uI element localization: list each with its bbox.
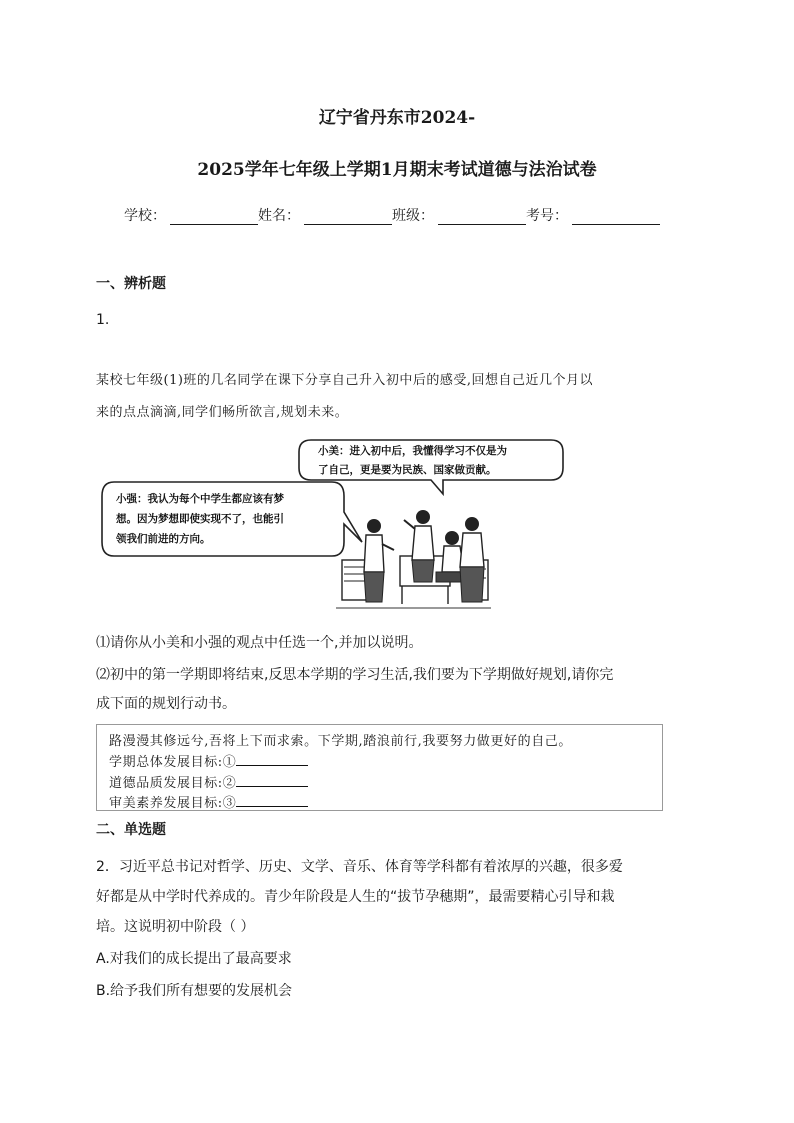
plan-goal-aesthetic-label: 审美素养发展目标:③: [109, 796, 237, 811]
name-label: 姓名：: [258, 208, 300, 224]
plan-goal-overall-label: 学期总体发展目标:①: [109, 755, 237, 770]
option-b[interactable]: B.给予我们所有想要的发展机会: [96, 983, 293, 999]
plan-goal-aesthetic: [109, 792, 308, 811]
question-number-1: 1.: [96, 312, 110, 328]
class-label: 班级：: [392, 208, 434, 224]
question-1-intro-line1: 某校七年级(1)班的几名同学在课下分享自己升入初中后的感受,回想自己近几个月以: [96, 373, 594, 388]
xiaomei-bubble-line2: 了自己，更是要为民族、国家做贡献。: [318, 464, 497, 476]
plan-goal-aesthetic-blank[interactable]: [236, 793, 308, 807]
student-info-row: [124, 205, 660, 225]
classroom-illustration: [96, 432, 566, 622]
planning-action-box: [96, 724, 663, 811]
plan-goal-moral: [109, 772, 308, 791]
xiaoqiang-bubble-line2: 想。因为梦想即使实现不了，也能引: [116, 513, 284, 525]
question-2-line3: 培。这说明初中阶段（ ）: [96, 919, 255, 935]
plan-goal-overall-blank[interactable]: [236, 752, 308, 766]
xiaoqiang-bubble-line1: 小强：我认为每个中学生都应该有梦: [116, 493, 284, 505]
xiaomei-bubble-line1: 小美：进入初中后，我懂得学习不仅是为: [318, 445, 507, 457]
sub-question-1: ⑴请你从小美和小强的观点中任选一个,并加以说明。: [96, 635, 423, 651]
school-blank[interactable]: [170, 209, 258, 225]
section-heading-single-choice: 二、单选题: [96, 822, 166, 838]
plan-goal-overall: [109, 751, 308, 770]
exam-number-label: 考号：: [526, 208, 568, 224]
option-a[interactable]: A.对我们的成长提出了最高要求: [96, 951, 292, 967]
plan-motto-line: 路漫漫其修远兮,吾将上下而求索。下学期,踏浪前行,我要努力做更好的自己。: [109, 734, 572, 749]
question-2-line2: 好都是从中学时代养成的。青少年阶段是人生的“拔节孕穗期”，最需要精心引导和栽: [96, 889, 615, 905]
section-heading-analysis: 一、辨析题: [96, 276, 166, 292]
class-blank[interactable]: [438, 209, 526, 225]
sub-question-2-line1: ⑵初中的第一学期即将结束,反思本学期的学习生活,我们要为下学期做好规划,请你完: [96, 667, 614, 683]
school-label: 学校：: [124, 208, 166, 224]
xiaoqiang-bubble-line3: 领我们前进的方向。: [116, 533, 211, 545]
question-1-intro-line2: 来的点点滴滴,同学们畅所欲言,规划未来。: [96, 405, 349, 420]
exam-title-line2: 2025学年七年级上学期1月期末考试道德与法治试卷: [197, 160, 597, 180]
sub-question-2-line2: 成下面的规划行动书。: [96, 696, 236, 712]
plan-goal-moral-blank[interactable]: [236, 773, 308, 787]
name-blank[interactable]: [304, 209, 392, 225]
question-2-line1: 2．习近平总书记对哲学、历史、文学、音乐、体育等学科都有着浓厚的兴趣，很多爱: [96, 859, 623, 875]
plan-goal-moral-label: 道德品质发展目标:②: [109, 776, 237, 791]
exam-number-blank[interactable]: [572, 209, 660, 225]
exam-title-line1: 辽宁省丹东市2024-: [318, 108, 476, 128]
